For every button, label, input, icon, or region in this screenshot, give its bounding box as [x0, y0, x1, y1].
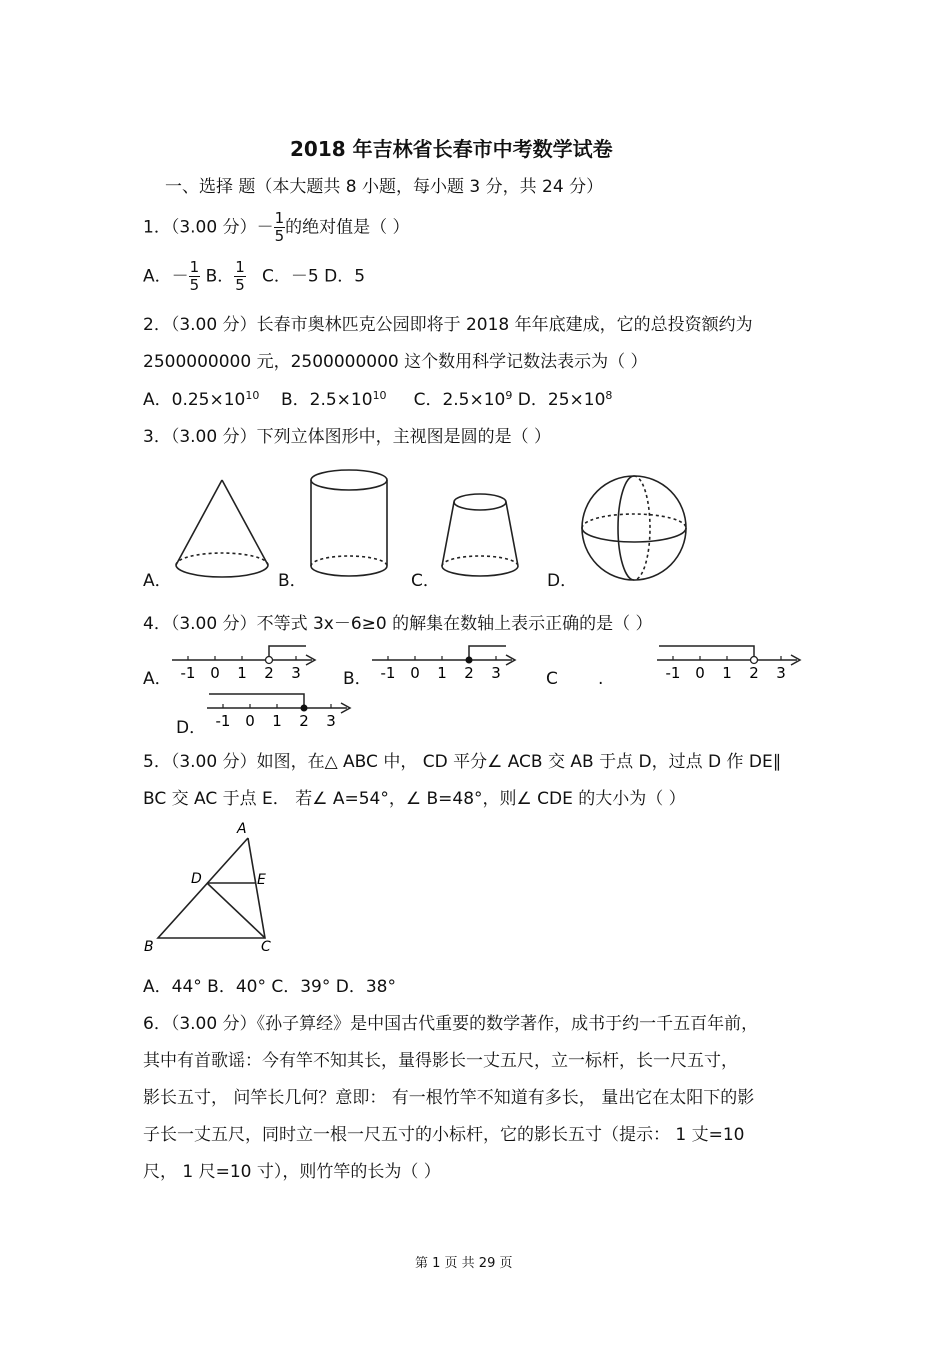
q4-stem: 4．（3.00 分）不等式 3x－6≥0 的解集在数轴上表示正确的是（ ） [143, 614, 653, 634]
tick-label: 0 [210, 664, 220, 682]
q2-line-1: 2．（3.00 分）长春市奥林匹克公园即将于 2018 年年底建成，它的总投资额约为 [143, 315, 753, 335]
tick-label: 3 [291, 664, 301, 682]
question-1 [143, 210, 410, 245]
point-label-b: B [144, 939, 154, 955]
number-line-a [170, 640, 320, 685]
tick-label: 1 [722, 664, 732, 682]
tick-label: -1 [665, 664, 681, 682]
tick-label: 3 [776, 664, 786, 682]
q5-triangle-figure [140, 820, 290, 958]
tick-label: 2 [749, 664, 759, 682]
q3-stem: 3．（3.00 分）下列立体图形中，主视图是圆的是（ ） [143, 427, 551, 447]
q6-line-5: 尺， 1 尺=10 寸），则竹竿的长为（ ） [143, 1162, 441, 1182]
number-line-b [370, 640, 520, 685]
q4-label-b: B． [343, 669, 372, 689]
q5-options: A．44° B．40° C．39° D．38° [143, 977, 396, 997]
point-label-c: C [261, 939, 271, 955]
q6-line-4: 子长一丈五尺，同时立一根一尺五寸的小标杆，它的影长五寸（提示： 1 丈=10 [143, 1125, 745, 1145]
point-label-e: E [257, 872, 266, 888]
q1-fraction: $\frac{1}{5}$ [274, 209, 285, 245]
tick-label: 3 [491, 664, 501, 682]
q1-prefix: 1．（3.00 分）－ [143, 217, 274, 238]
q4-label-d: D． [176, 718, 207, 738]
tick-label: -1 [380, 664, 396, 682]
cone-shape [176, 480, 268, 577]
point-label-d: D [191, 871, 202, 887]
tick-label: 0 [695, 664, 705, 682]
q4-label-c: C [546, 669, 558, 689]
q4-label-a: A． [143, 669, 172, 689]
tick-label: 0 [410, 664, 420, 682]
q2-line-2: 2500000000 元，2500000000 这个数用科学记数法表示为（ ） [143, 352, 648, 372]
number-line-c [655, 640, 805, 685]
q1-option-b-fraction: $\frac{1}{5}$ [235, 258, 245, 294]
q5-line-1: 5．（3.00 分）如图，在△ ABC 中， CD 平分∠ ACB 交 AB 于点 D，过点 D 作 DE∥ [143, 752, 782, 772]
page-title: 2018 年吉林省长春市中考数学试卷 [290, 137, 613, 161]
page-footer: 第 1 页 共 29 页 [415, 1256, 513, 1271]
q1-option-a-fraction: $\frac{1}{5}$ [189, 258, 200, 294]
number-line-d [205, 688, 355, 733]
q3-label-a: A． [143, 571, 172, 591]
tick-label: 1 [237, 664, 247, 682]
tick-label: 2 [299, 712, 309, 730]
tick-label: 0 [245, 712, 255, 730]
q5-line-2: BC 交 AC 于点 E． 若∠ A=54°，∠ B=48°，则∠ CDE 的大小为（ ） [143, 789, 686, 809]
tick-label: 2 [264, 664, 274, 682]
section-heading: 一、选择 题（本大题共 8 小题，每小题 3 分，共 24 分） [165, 177, 604, 197]
q3-label-c: C． [411, 571, 440, 591]
sphere-shape [582, 476, 686, 580]
q6-line-3: 影长五寸， 问竿长几何？意即： 有一根竹竿不知道有多长， 量出它在太阳下的影 [143, 1088, 755, 1108]
tick-label: 3 [326, 712, 336, 730]
tick-label: 1 [437, 664, 447, 682]
q2-options: A．$0.25\times 10^{10}$ B．$2.5\times 10^{10}$ C．$2.5\times 10^9$ D．$25\times 10^8$ [143, 389, 613, 410]
q4-label-c-dot: . [598, 669, 604, 689]
tick-label: -1 [215, 712, 231, 730]
frustum-shape [442, 494, 518, 576]
tick-label: 2 [464, 664, 474, 682]
tick-label: 1 [272, 712, 282, 730]
q1-options: A．－ $\frac{1}{5}$ B． $\frac{1}{5}$ C．－5 D．5 [143, 258, 366, 294]
q6-line-1: 6．（3.00 分）《孙子算经》是中国古代重要的数学著作，成书于约一千五百年前， [143, 1014, 759, 1034]
tick-label: -1 [180, 664, 196, 682]
q3-label-d: D． [547, 571, 578, 591]
q1-suffix: 的绝对值是（ ） [285, 217, 410, 238]
q6-line-2: 其中有首歌谣：今有竿不知其长，量得影长一丈五尺，立一标杆，长一尺五寸， [143, 1051, 738, 1071]
point-label-a: A [237, 821, 247, 837]
q3-label-b: B． [278, 571, 307, 591]
cylinder-shape [311, 470, 387, 576]
